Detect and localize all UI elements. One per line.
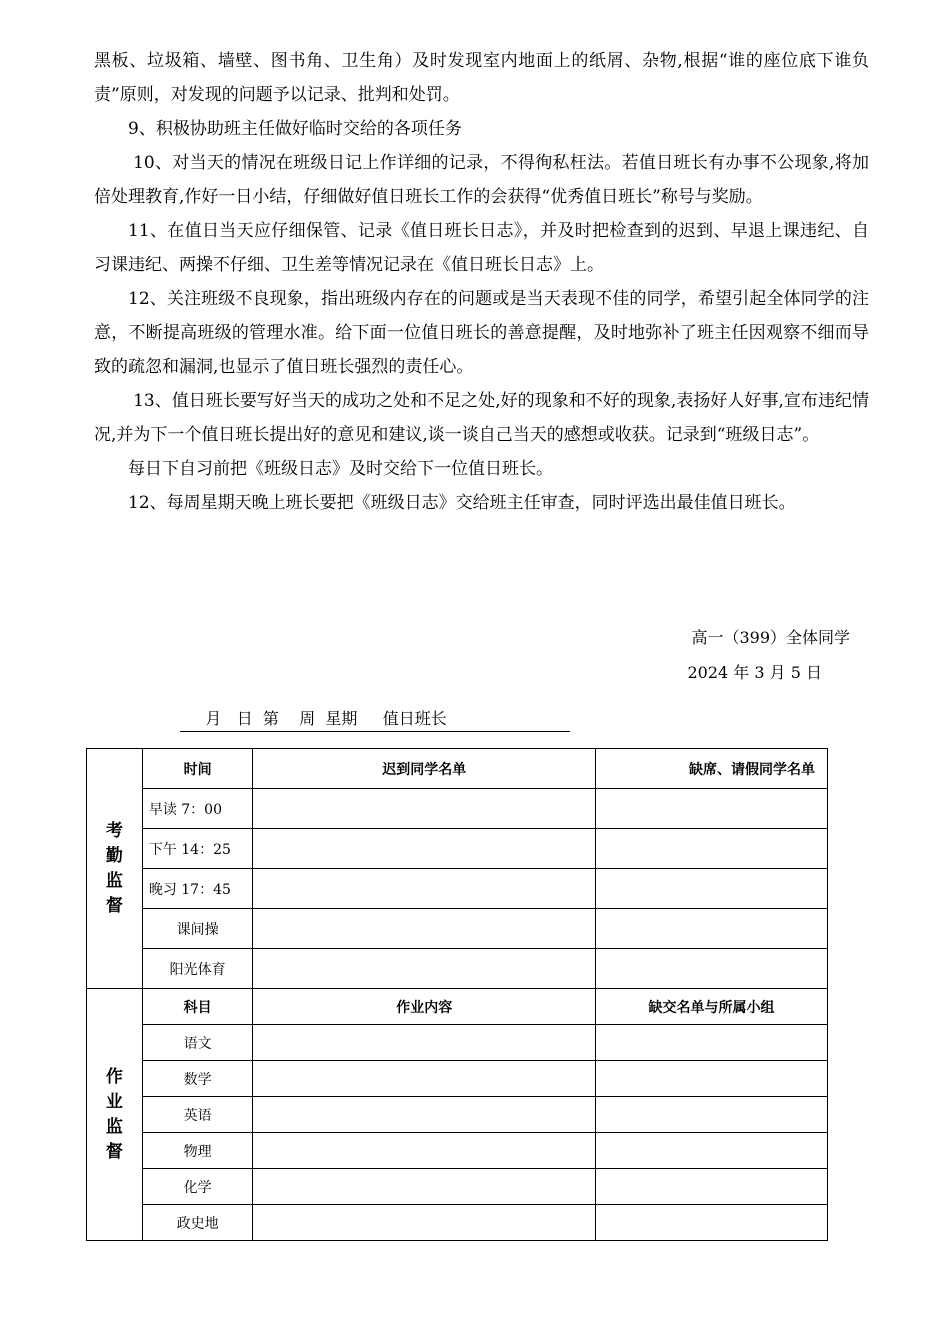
subject-cell: 物理 xyxy=(142,1133,253,1169)
duty-log-table xyxy=(86,748,828,1241)
attendance-header-row xyxy=(87,749,828,789)
missing-list-header: 缺交名单与所属小组 xyxy=(596,989,828,1025)
subject-cell: 化学 xyxy=(142,1169,253,1205)
late-list-cell[interactable] xyxy=(253,869,596,909)
attendance-time-cell: 早读 7：00 xyxy=(142,789,253,829)
table-row xyxy=(87,1061,828,1097)
table-row xyxy=(87,909,828,949)
absent-list-cell[interactable] xyxy=(596,829,828,869)
missing-list-cell[interactable] xyxy=(596,1061,828,1097)
homework-content-cell[interactable] xyxy=(253,1133,596,1169)
table-row xyxy=(87,1133,828,1169)
late-list-cell[interactable] xyxy=(253,949,596,989)
paragraph-rule-11: 11、在值日当天应仔细保管、记录《值日班长日志》，并及时把检查到的迟到、早退上课违纪、自习课违纪、两操不仔细、卫生差等情况记录在《值日班长日志》上。 xyxy=(94,221,869,275)
homework-content-cell[interactable] xyxy=(253,1061,596,1097)
table-row xyxy=(87,1097,828,1133)
attendance-time-cell: 阳光体育 xyxy=(142,949,253,989)
rules-text xyxy=(94,44,869,520)
table-row xyxy=(87,789,828,829)
absent-list-cell[interactable] xyxy=(596,909,828,949)
missing-list-cell[interactable] xyxy=(596,1169,828,1205)
attendance-time-cell: 晚习 17：45 xyxy=(142,869,253,909)
table-row xyxy=(87,949,828,989)
late-list-cell[interactable] xyxy=(253,829,596,869)
late-list-header: 迟到同学名单 xyxy=(253,749,596,789)
missing-list-cell[interactable] xyxy=(596,1097,828,1133)
attendance-time-cell: 下午 14：25 xyxy=(142,829,253,869)
paragraph-hygiene-continued: 黑板、垃圾箱、墙壁、图书角、卫生角）及时发现室内地面上的纸屑、杂物,根据“谁的座位底下谁负责”原则，对发现的问题予以记录、批判和处罚。 xyxy=(94,51,869,105)
table-row xyxy=(87,1205,828,1241)
paragraph-rule-12: 12、关注班级不良现象，指出班级内存在的问题或是当天表现不佳的同学，希望引起全体同学的注意，不断提高班级的管理水准。给下面一位值日班长的善意提醒，及时地弥补了班主任因观察不细而导致的疏忽和漏洞,也显示了值日班长强烈的责任心。 xyxy=(94,289,869,377)
missing-list-cell[interactable] xyxy=(596,1025,828,1061)
paragraph-handover: 每日下自习前把《班级日志》及时交给下一位值日班长。 xyxy=(128,459,553,479)
homework-content-header: 作业内容 xyxy=(253,989,596,1025)
homework-header-row xyxy=(87,989,828,1025)
absent-list-cell[interactable] xyxy=(596,949,828,989)
form-header-line: 月 日 第 周 星期 值日班长 xyxy=(180,706,570,732)
table-row xyxy=(87,829,828,869)
late-list-cell[interactable] xyxy=(253,789,596,829)
homework-section-label: 作 业 监 督 xyxy=(87,989,143,1241)
paragraph-rule-9: 9、积极协助班主任做好临时交给的各项任务 xyxy=(128,119,462,139)
absent-list-cell[interactable] xyxy=(596,789,828,829)
homework-content-cell[interactable] xyxy=(253,1169,596,1205)
attendance-time-header: 时间 xyxy=(142,749,253,789)
missing-list-cell[interactable] xyxy=(596,1133,828,1169)
paragraph-rule-13: 13、值日班长要写好当天的成功之处和不足之处,好的现象和不好的现象,表扬好人好事,宣布违纪情况,并为下一个值日班长提出好的意见和建议,谈一谈自己当天的感想或收获。记录到“班级日志”。 xyxy=(94,391,869,445)
signature-date: 2024 年 3 月 5 日 xyxy=(687,663,822,682)
table-row xyxy=(87,869,828,909)
paragraph-weekly-review: 12、每周星期天晚上班长要把《班级日志》交给班主任审查，同时评选出最佳值日班长。 xyxy=(128,493,796,513)
subject-cell: 政史地 xyxy=(142,1205,253,1241)
subject-cell: 数学 xyxy=(142,1061,253,1097)
homework-content-cell[interactable] xyxy=(253,1025,596,1061)
table-row xyxy=(87,1025,828,1061)
subject-cell: 语文 xyxy=(142,1025,253,1061)
signature-class: 高一（399）全体同学 xyxy=(691,628,850,647)
homework-content-cell[interactable] xyxy=(253,1097,596,1133)
attendance-time-cell: 课间操 xyxy=(142,909,253,949)
absent-list-header: 缺席、请假同学名单 xyxy=(596,749,828,789)
missing-list-cell[interactable] xyxy=(596,1205,828,1241)
homework-content-cell[interactable] xyxy=(253,1205,596,1241)
attendance-section-label: 考 勤 监 督 xyxy=(87,749,143,989)
late-list-cell[interactable] xyxy=(253,909,596,949)
paragraph-rule-10: 10、对当天的情况在班级日记上作详细的记录，不得徇私枉法。若值日班长有办事不公现象,将加倍处理教育,作好一日小结，仔细做好值日班长工作的会获得“优秀值日班长”称号与奖励。 xyxy=(94,153,869,207)
table-row xyxy=(87,1169,828,1205)
subject-header: 科目 xyxy=(142,989,253,1025)
absent-list-cell[interactable] xyxy=(596,869,828,909)
subject-cell: 英语 xyxy=(142,1097,253,1133)
